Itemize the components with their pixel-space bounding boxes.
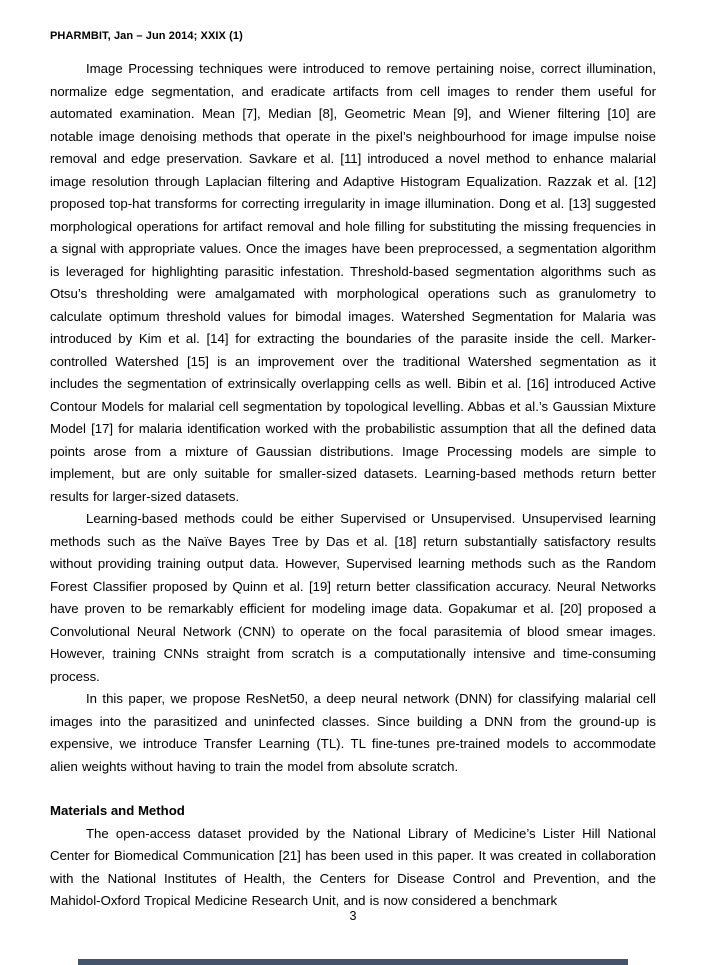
paragraph-learning-based-methods: Learning-based methods could be either Supervised or Unsupervised. Unsupervised learning methods such as the Naïve Bayes Tree by Das et al. [18] return substantially satisfactory results without providing training output data. However, Supervised learning methods such as the Random Forest Classifier proposed by Quinn et al. [19] return better classification accuracy. Neural Networks have proven to be remarkably efficient for modeling image data. Gopakumar et al. [20] proposed a Convolutional Neural Network (CNN) to operate on the focal parasitemia of blood smear images. However, training CNNs straight from scratch is a computationally intensive and time-consuming process. <box>50 511 656 684</box>
paragraph-dataset-description: The open-access dataset provided by the National Library of Medicine’s Lister Hill National Center for Biomedical Communication [21] has been used in this paper. It was created in collaboration with the National Institutes of Health, the Centers for Disease Control and Prevention, and the Mahidol-Oxford Tropical Medicine Research Unit, and is now considered a benchmark <box>50 825 656 908</box>
section-heading-materials-and-method: Materials and Method <box>50 803 185 818</box>
journal-header: PHARMBIT, Jan – Jun 2014; XXIX (1) <box>50 30 243 42</box>
bottom-edge-bar <box>78 959 628 965</box>
page-number: 3 <box>349 909 357 923</box>
page-body <box>50 58 656 913</box>
paragraph-image-processing: Image Processing techniques were introduced to remove pertaining noise, correct illumination, normalize edge segmentation, and eradicate artifacts from cell images to render them useful for automated examination. Mean [7], Median [8], Geometric Mean [9], and Wiener filtering [10] are notable image denoising methods that operate in the pixel’s neighbourhood for image impulse noise removal and edge preservation. Savkare et al. [11] introduced a novel method to enhance malarial image resolution through Laplacian filtering and Adaptive Histogram Equalization. Razzak et al. [12] proposed top-hat transforms for correcting irregularity in image illumination. Dong et al. [13] suggested morphological operations for artifact removal and hole filling for substituting the missing frequencies in a signal with appropriate values. Once the images have been preprocessed, a segmentation algorithm is leveraged for highlighting parasitic infestation. Threshold-based segmentation algorithms such as Otsu’s thresholding were amalgamated with morphological operations such as granulometry to calculate optimum threshold values for bimodal images. Watershed Segmentation for Malaria was introduced by Kim et al. [14] for extracting the boundaries of the parasite inside the cell. Marker-controlled Watershed [15] is an improvement over the traditional Watershed segmentation as it includes the segmentation of extrinsically overlapping cells as well. Bibin et al. [16] introduced Active Contour Models for malarial cell segmentation by topological levelling. Abbas et al.’s Gaussian Mixture Model [17] for malaria identification worked with the probabilistic assumption that all the defined data points arose from a mixture of Gaussian distributions. Image Processing models are simple to implement, but are only suitable for smaller-sized datasets. Learning-based methods return better results for larger-sized datasets. <box>50 61 656 504</box>
paragraph-proposal-resnet50: In this paper, we propose ResNet50, a deep neural network (DNN) for classifying malarial cell images into the parasitized and uninfected classes. Since building a DNN from the ground-up is expensive, we introduce Transfer Learning (TL). TL fine-tunes pre-trained models to accommodate alien weights without having to train the model from absolute scratch. <box>50 691 656 774</box>
